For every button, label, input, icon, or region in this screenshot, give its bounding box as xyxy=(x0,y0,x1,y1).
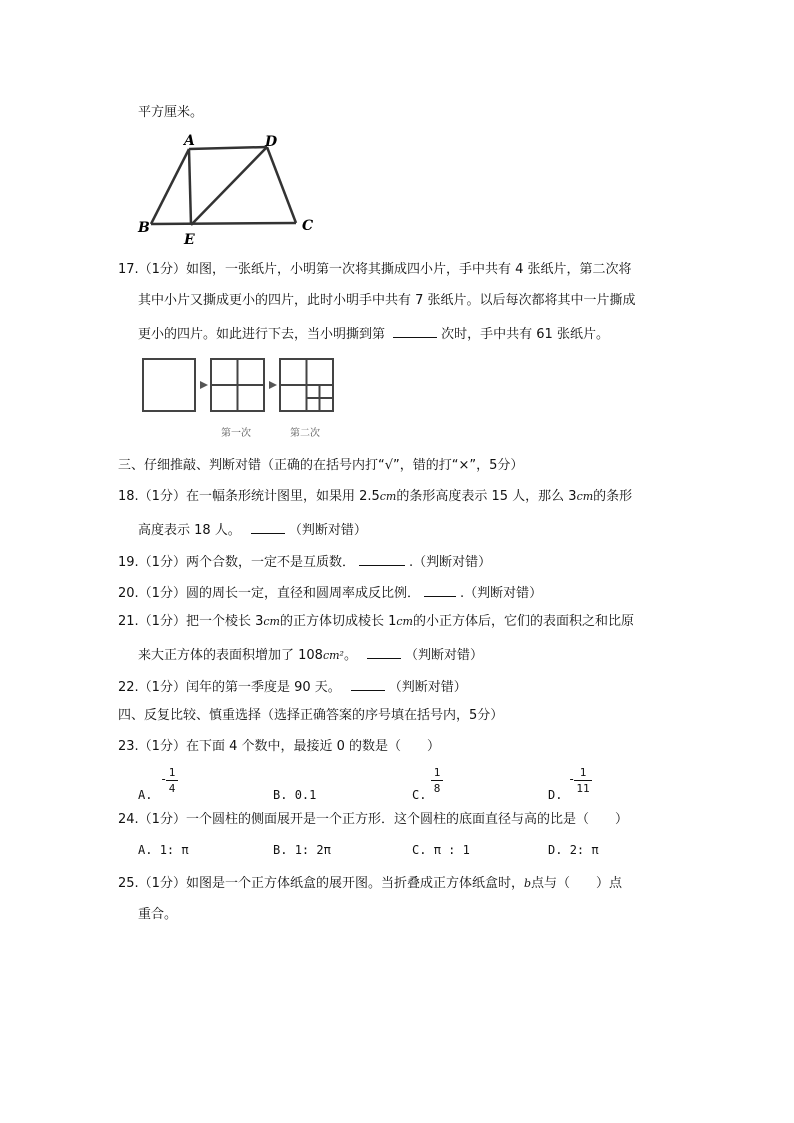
q19-post: .（判断对错） xyxy=(408,555,492,570)
segment-ae xyxy=(189,149,191,225)
label-e: E xyxy=(184,232,195,248)
q17-line3 xyxy=(138,323,609,344)
option-value: 0.1 xyxy=(294,788,317,802)
section4-heading: 四、反复比较、慎重选择（选择正确答案的序号填在括号内，5分） xyxy=(118,708,504,723)
option-label: D. xyxy=(548,843,563,857)
q18-line2-pre: 高度表示 18 人。 xyxy=(138,523,241,538)
segment-ad xyxy=(189,147,267,149)
segment-dc xyxy=(267,147,296,223)
segment-ed xyxy=(191,147,267,225)
q22-post: （判断对错） xyxy=(388,680,467,695)
q21-line2-mid: 。 xyxy=(343,648,357,663)
q23-option-c-fraction xyxy=(431,766,443,795)
arrow-icon xyxy=(200,381,208,389)
q18-answer-blank[interactable] xyxy=(251,519,285,534)
segment-ab xyxy=(151,149,189,224)
q23-stem: 23.（1分）在下面 4 个数中，最接近 0 的数是（ ） xyxy=(118,739,441,754)
option-label: B. xyxy=(273,788,288,802)
q20-answer-blank[interactable] xyxy=(424,582,456,597)
q18-text-c: 的条形 xyxy=(593,489,633,504)
q21-answer-blank[interactable] xyxy=(367,644,401,659)
q19-answer-blank[interactable] xyxy=(359,551,405,566)
q24-option-b[interactable] xyxy=(273,843,331,857)
q17-line3-pre: 更小的四片。如此进行下去，当小明撕到第 xyxy=(138,327,390,342)
q23-option-d-label[interactable]: D. xyxy=(548,788,563,802)
q21-text-b: 的正方体切成棱长 1 xyxy=(279,614,397,629)
q19-text: 19.（1分）两个合数，一定不是互质数． xyxy=(118,555,355,570)
denominator: 11 xyxy=(576,782,590,795)
q21-line1 xyxy=(118,613,634,631)
q19-line xyxy=(118,551,491,572)
q20-line xyxy=(118,582,542,603)
arrow-icon xyxy=(269,381,277,389)
q24-option-a[interactable] xyxy=(138,843,189,857)
option-label: B. xyxy=(273,843,288,857)
q18-text-a: 18.（1分）在一幅条形统计图里，如果用 2.5 xyxy=(118,489,380,504)
q24-option-c[interactable] xyxy=(412,843,470,857)
q16-tail-text: 平方厘米。 xyxy=(138,105,204,120)
option-value: 1: π xyxy=(159,843,189,857)
q17-line2: 其中小片又撕成更小的四片，此时小明手中共有 7 张纸片。以后每次都将其中一片撕成 xyxy=(138,293,636,308)
q21-line2-post: （判断对错） xyxy=(404,648,483,663)
q17-line3-post: 次时，手中共有 61 张纸片。 xyxy=(441,327,609,342)
option-value: π : 1 xyxy=(433,843,470,857)
q23-option-d-sign: - xyxy=(568,772,576,786)
q25-text-post: 点与（ ）点 xyxy=(531,876,623,891)
option-value: 2: π xyxy=(569,843,599,857)
label-d: D xyxy=(265,134,278,150)
q25-text-pre: 25.（1分）如图是一个正方体纸盒的展开图。当折叠成正方体纸盒时， xyxy=(118,876,524,891)
fraction-bar xyxy=(166,780,178,781)
q21-line2-pre: 来大正方体的表面积增加了 108 xyxy=(138,648,323,663)
fraction-bar xyxy=(574,780,592,781)
unit-cm: cm xyxy=(379,490,397,503)
q21-text-a: 21.（1分）把一个棱长 3 xyxy=(118,614,264,629)
caption-second: 第二次 xyxy=(290,428,320,439)
q21-line2 xyxy=(138,644,483,665)
caption-first: 第一次 xyxy=(221,428,251,439)
q22-line xyxy=(118,676,467,697)
unit-cm: cm xyxy=(396,615,413,628)
segment-bc xyxy=(151,223,296,224)
option-label: A. xyxy=(138,843,153,857)
q20-post: .（判断对错） xyxy=(459,586,543,601)
q24-stem: 24.（1分）一个圆柱的侧面展开是一个正方形．这个圆柱的底面直径与高的比是（ ） xyxy=(118,812,628,827)
paper-tearing-figure xyxy=(138,356,338,442)
label-a: A xyxy=(184,133,195,149)
q23-option-a-fraction xyxy=(166,766,178,795)
numerator: 1 xyxy=(433,766,441,779)
label-b: B xyxy=(138,220,150,236)
q17-answer-blank[interactable] xyxy=(393,323,437,338)
q18-line2 xyxy=(138,519,367,540)
unit-cm: cm xyxy=(263,615,280,628)
q18-text-b: 的条形高度表示 15 人，那么 3 xyxy=(396,489,577,504)
fraction-bar xyxy=(431,780,443,781)
square-original xyxy=(143,359,195,411)
numerator: 1 xyxy=(168,766,176,779)
q17-line1: 17.（1分）如图，一张纸片，小明第一次将其撕成四小片，手中共有 4 张纸片，第二次将 xyxy=(118,262,632,277)
numerator: 1 xyxy=(579,766,587,779)
q24-option-d[interactable] xyxy=(548,843,599,857)
q21-text-c: 的小正方体后，它们的表面积之和比原 xyxy=(412,614,634,629)
option-value: 1: 2π xyxy=(294,843,331,857)
q23-option-a-label[interactable]: A. xyxy=(138,788,153,802)
q18-line2-post: （判断对错） xyxy=(288,523,367,538)
q22-text: 22.（1分）闰年的第一季度是 90 天。 xyxy=(118,680,341,695)
option-label: C. xyxy=(412,843,427,857)
q25-line2: 重合。 xyxy=(138,907,178,922)
q18-line1 xyxy=(118,488,632,506)
unit-cm: cm xyxy=(576,490,594,503)
q22-answer-blank[interactable] xyxy=(351,676,385,691)
q23-option-d-fraction xyxy=(574,766,592,795)
unit-cm2: cm² xyxy=(322,649,344,662)
denominator: 4 xyxy=(168,782,176,795)
q20-text: 20.（1分）圆的周长一定，直径和圆周率成反比例． xyxy=(118,586,420,601)
trapezoid-figure xyxy=(136,130,316,250)
denominator: 8 xyxy=(433,782,441,795)
q23-option-c-label[interactable]: C. xyxy=(412,788,427,802)
q25-line1 xyxy=(118,875,622,893)
label-c: C xyxy=(302,218,314,234)
section3-heading: 三、仔细推敲、判断对错（正确的在括号内打“√”，错的打“×”，5分） xyxy=(118,458,524,473)
point-b-variable: b xyxy=(523,877,531,890)
q23-option-b[interactable] xyxy=(273,788,316,802)
q23-option-a-sign: - xyxy=(160,772,168,786)
